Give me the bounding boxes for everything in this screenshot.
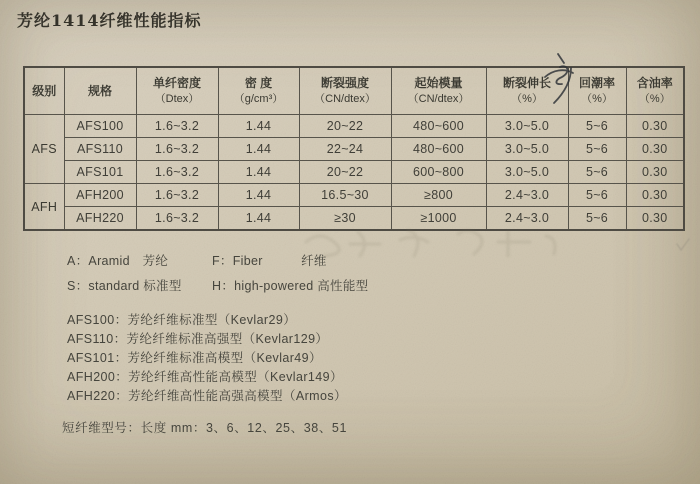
cell-modulus: ≥1000: [391, 207, 486, 231]
col-header-oil: [626, 67, 684, 115]
cell-modulus: 600~800: [391, 161, 486, 184]
cell-oil: 0.30: [626, 184, 684, 207]
model-description-list: [67, 311, 347, 406]
col-header-unit: （CN/dtex）: [314, 92, 376, 105]
legend-item-s: S：standard 标准型: [67, 279, 182, 293]
cell-modulus: 480~600: [391, 115, 486, 138]
col-header-unit: （Dtex）: [154, 92, 200, 105]
cell-strength: 20~22: [299, 115, 391, 138]
cell-oil: 0.30: [626, 115, 684, 138]
cell-dtex: 1.6~3.2: [136, 138, 218, 161]
cell-moisture: 5~6: [568, 115, 626, 138]
cell-density: 1.44: [218, 161, 299, 184]
cell-density: 1.44: [218, 115, 299, 138]
col-header-elongation: [486, 67, 568, 115]
col-header-unit: （%）: [581, 92, 613, 105]
cell-elongation: 3.0~5.0: [486, 115, 568, 138]
col-header-unit: （g/cm³）: [233, 92, 284, 105]
abbreviation-legend: [67, 252, 368, 295]
cell-oil: 0.30: [626, 138, 684, 161]
model-list-item: AFS101：芳纶纤维标准高模型（Kevlar49）: [67, 351, 322, 365]
col-header-label: 级别: [32, 83, 57, 98]
stray-pen-mark: [674, 236, 692, 254]
col-header-label: 断裂强度: [320, 75, 369, 90]
col-header-label: 规格: [87, 83, 112, 98]
cell-modulus: ≥800: [391, 184, 486, 207]
col-header-modulus: [391, 67, 486, 115]
cell-strength: 22~24: [299, 138, 391, 161]
table-row: [24, 161, 684, 184]
cell-spec: AFS100: [64, 115, 136, 138]
cell-strength: ≥30: [299, 207, 391, 231]
col-header-grade: [24, 67, 64, 115]
col-header-label: 回潮率: [578, 75, 615, 90]
cell-dtex: 1.6~3.2: [136, 207, 218, 231]
cell-spec: AFS101: [64, 161, 136, 184]
cell-density: 1.44: [218, 138, 299, 161]
legend-item-h: H：high-powered 高性能型: [212, 279, 369, 293]
page-title: 芳纶1414纤维性能指标: [17, 11, 202, 30]
table-row: [24, 184, 684, 207]
col-header-label: 起始模量: [414, 75, 463, 90]
grade-cell: AFH: [24, 184, 64, 231]
model-list-item: AFH220：芳纶纤维高性能高强高模型（Armos）: [67, 389, 347, 403]
table-row: [24, 115, 684, 138]
model-list-item: AFS110：芳纶纤维标准高强型（Kevlar129）: [67, 332, 329, 346]
col-header-density: [218, 67, 299, 115]
cell-moisture: 5~6: [568, 184, 626, 207]
cell-density: 1.44: [218, 207, 299, 231]
col-header-label: 密 度: [244, 75, 273, 90]
model-list-item: AFS100：芳纶纤维标准型（Kevlar29）: [67, 313, 297, 327]
col-header-unit: （CN/dtex）: [407, 92, 470, 105]
cell-modulus: 480~600: [391, 138, 486, 161]
cell-moisture: 5~6: [568, 161, 626, 184]
cell-moisture: 5~6: [568, 207, 626, 231]
cell-spec: AFH220: [64, 207, 136, 231]
cell-moisture: 5~6: [568, 138, 626, 161]
cell-density: 1.44: [218, 184, 299, 207]
col-header-dtex: [136, 67, 218, 115]
cell-spec: AFS110: [64, 138, 136, 161]
col-header-label: 单纤密度: [152, 75, 201, 90]
cell-dtex: 1.6~3.2: [136, 115, 218, 138]
cell-spec: AFH200: [64, 184, 136, 207]
col-header-unit: （%）: [638, 92, 671, 105]
spec-table: [23, 66, 685, 231]
cell-elongation: 3.0~5.0: [486, 138, 568, 161]
legend-item-a: A：Aramid 芳纶: [67, 254, 169, 268]
cell-dtex: 1.6~3.2: [136, 184, 218, 207]
legend-item-f: F：Fiber 纤维: [212, 254, 327, 268]
col-header-moisture: [568, 67, 626, 115]
col-header-label: 断裂伸长: [502, 75, 551, 90]
table-row: [24, 207, 684, 231]
cell-elongation: 2.4~3.0: [486, 207, 568, 231]
header-row: [24, 67, 684, 115]
cell-elongation: 3.0~5.0: [486, 161, 568, 184]
col-header-spec: [64, 67, 136, 115]
col-header-strength: [299, 67, 391, 115]
col-header-unit: （%）: [511, 92, 543, 105]
short-fiber-note: 短纤维型号：长度 mm：3、6、12、25、38、51: [62, 421, 348, 435]
cell-elongation: 2.4~3.0: [486, 184, 568, 207]
col-header-label: 含油率: [636, 75, 673, 90]
cell-strength: 20~22: [299, 161, 391, 184]
cell-strength: 16.5~30: [299, 184, 391, 207]
model-list-item: AFH200：芳纶纤维高性能高模型（Kevlar149）: [67, 370, 343, 384]
cell-dtex: 1.6~3.2: [136, 161, 218, 184]
cell-oil: 0.30: [626, 207, 684, 231]
table-row: [24, 138, 684, 161]
grade-cell: AFS: [24, 115, 64, 184]
cell-oil: 0.30: [626, 161, 684, 184]
